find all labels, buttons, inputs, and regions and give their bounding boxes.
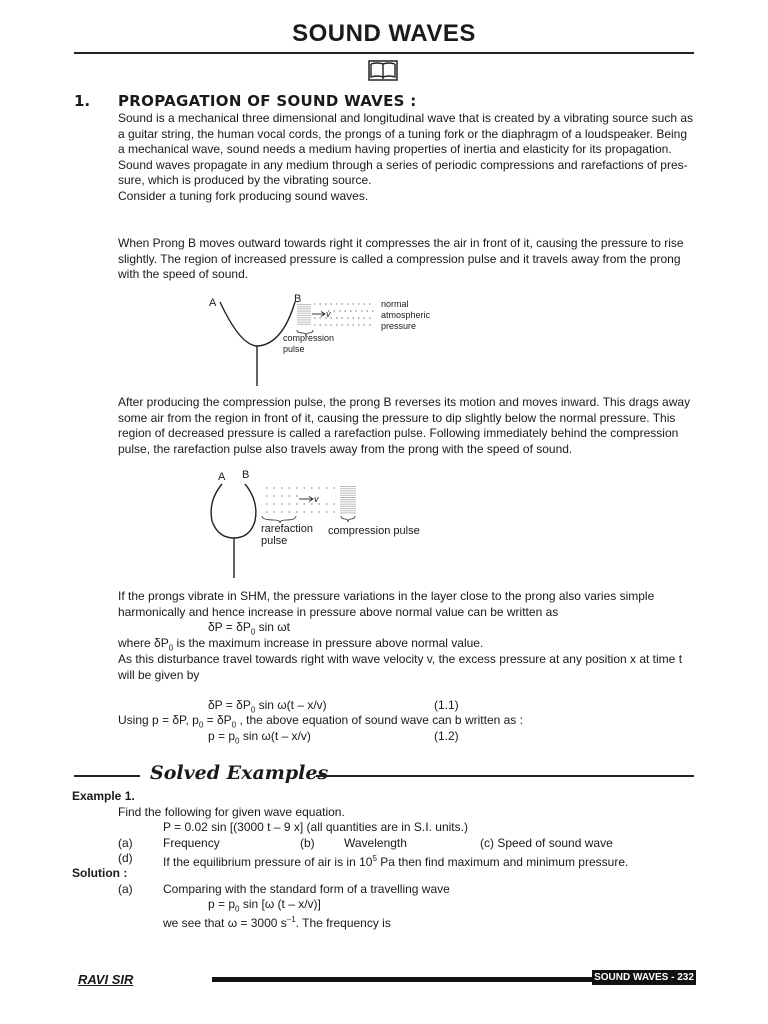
pressure-label: pressure [381, 321, 417, 331]
option-key: (a) [118, 836, 133, 850]
intro-paragraph [118, 111, 696, 205]
section-title: PROPAGATION OF SOUND WAVES : [118, 92, 417, 110]
solution-label: Solution : [72, 866, 128, 880]
text-line: a mechanical wave, sound needs a medium having properties of inertia and elasticity for its propagation. [118, 142, 672, 157]
compression-paragraph [118, 236, 696, 283]
text-line: sure, which is produced by the vibrating source. [118, 173, 372, 188]
normal-label: normal [381, 299, 409, 309]
text-line: If the prongs vibrate in SHM, the pressure variations in the layer close to the prong also varies simple [118, 589, 655, 603]
option-frequency: Frequency [163, 836, 220, 850]
prong-a-label: A [218, 471, 226, 483]
text-line: When Prong B moves outward towards right it compresses the air in front of it, causing the pressure to rise [118, 236, 684, 250]
using-line: Using p = δP, $p_0 = \delta P_0$ , the above equation of sound wave can b written as : [118, 713, 523, 730]
footer-rule [212, 977, 594, 982]
book-icon [368, 60, 398, 87]
rarefaction-paragraph [118, 395, 696, 457]
page-title: SOUND WAVES [292, 20, 476, 47]
text-line: will be given by [118, 667, 200, 682]
title-rule [74, 52, 694, 54]
compression-label: compression [283, 333, 335, 343]
text-line: As this disturbance travel towards right with wave velocity v, the excess pressure at any position x at time t [118, 652, 683, 666]
prong-b-label: B [294, 293, 302, 305]
text-line: After producing the compression pulse, the prong B reverses its motion and moves inward. This drags away [118, 395, 691, 409]
prong-b-label: B [242, 469, 250, 481]
velocity-label: v [314, 494, 319, 504]
text-line: Consider a tuning fork producing sound waves. [118, 188, 369, 203]
option-pressure: If the equilibrium pressure of air is in $10^5$ Pa then find maximum and minimum pressure. [163, 854, 629, 869]
prong-a-label: A [209, 297, 217, 309]
solved-examples-heading: Solved Examples [150, 762, 329, 784]
solution-equation: $p = p_0$ sin [ω (t – x/v)] [208, 897, 321, 914]
solution-frequency-line: we see that ω = 3000 $s^{-1}$. The frequency is [163, 915, 391, 930]
compression-diagram [200, 290, 460, 390]
option-key: (b) [300, 836, 315, 850]
shm-paragraph [118, 589, 696, 620]
equation-shm: $\delta P = \delta P_0$ sin ωt [208, 620, 290, 637]
equation-1-1: $\delta P = \delta P_0$ sin ω(t – x/v) [208, 698, 327, 715]
tuning-fork-diagram [200, 466, 440, 580]
text-line: Sound is a mechanical three dimensional and longitudinal wave that is created by a vibrating source such as [118, 111, 694, 125]
heading-rule-right [316, 775, 694, 777]
where-line: where $\delta P_0$ is the maximum increase in pressure above normal value. [118, 636, 484, 653]
section-number: 1. [74, 92, 91, 110]
example-question: Find the following for given wave equation. [118, 805, 345, 819]
text-line: pulse, the rarefaction pulse also travels away from the prong with the speed of sound. [118, 441, 573, 456]
footer-page-label: SOUND WAVES - 232 [592, 970, 696, 985]
text-line: slightly. The region of increased pressure is called a compression pulse and it travels away from the prong [118, 251, 681, 266]
option-key: (d) [118, 851, 133, 865]
disturbance-paragraph [118, 652, 696, 683]
compression-pulse-label: compression pulse [328, 525, 420, 537]
pulse-label: pulse [261, 535, 288, 547]
heading-rule-left [74, 775, 140, 777]
pulse-label: pulse [283, 344, 305, 354]
example-equation: P = 0.02 sin [(3000 t – 9 x] (all quantities are in S.I. units.) [163, 820, 468, 834]
text-line: Sound waves propagate in any medium through a series of periodic compressions and rarefactions of pres- [118, 157, 688, 172]
option-wavelength: Wavelength [344, 836, 407, 850]
text-line: a guitar string, the human vocal cords, the prongs of a tuning fork or the diaphragm of a loudspeaker. Being [118, 126, 688, 141]
equation-number: (1.2) [434, 729, 459, 743]
option-key: (a) [118, 882, 133, 896]
equation-number: (1.1) [434, 698, 459, 712]
example-label: Example 1. [72, 789, 135, 803]
equation-1-2: $p = p_0$ sin ω(t – x/v) [208, 729, 311, 746]
footer-author: RAVI SIR [78, 972, 134, 987]
rarefaction-diagram [200, 466, 440, 580]
text-line: harmonically and hence increase in pressure above normal value can be written as [118, 604, 559, 619]
text-line: some air from the region in front of it, causing the pressure to dip slightly below the normal pressure. This [118, 410, 676, 425]
text-line: region of decreased pressure is called a rarefaction pulse. Following immediately behind the compression [118, 426, 679, 441]
option-speed: (c) Speed of sound wave [480, 836, 613, 850]
velocity-label: v [326, 309, 331, 319]
rarefaction-label: rarefaction [261, 523, 313, 535]
solution-text: Comparing with the standard form of a travelling wave [163, 882, 450, 896]
atmospheric-label: atmospheric [381, 310, 431, 320]
text-line: with the speed of sound. [118, 267, 249, 282]
